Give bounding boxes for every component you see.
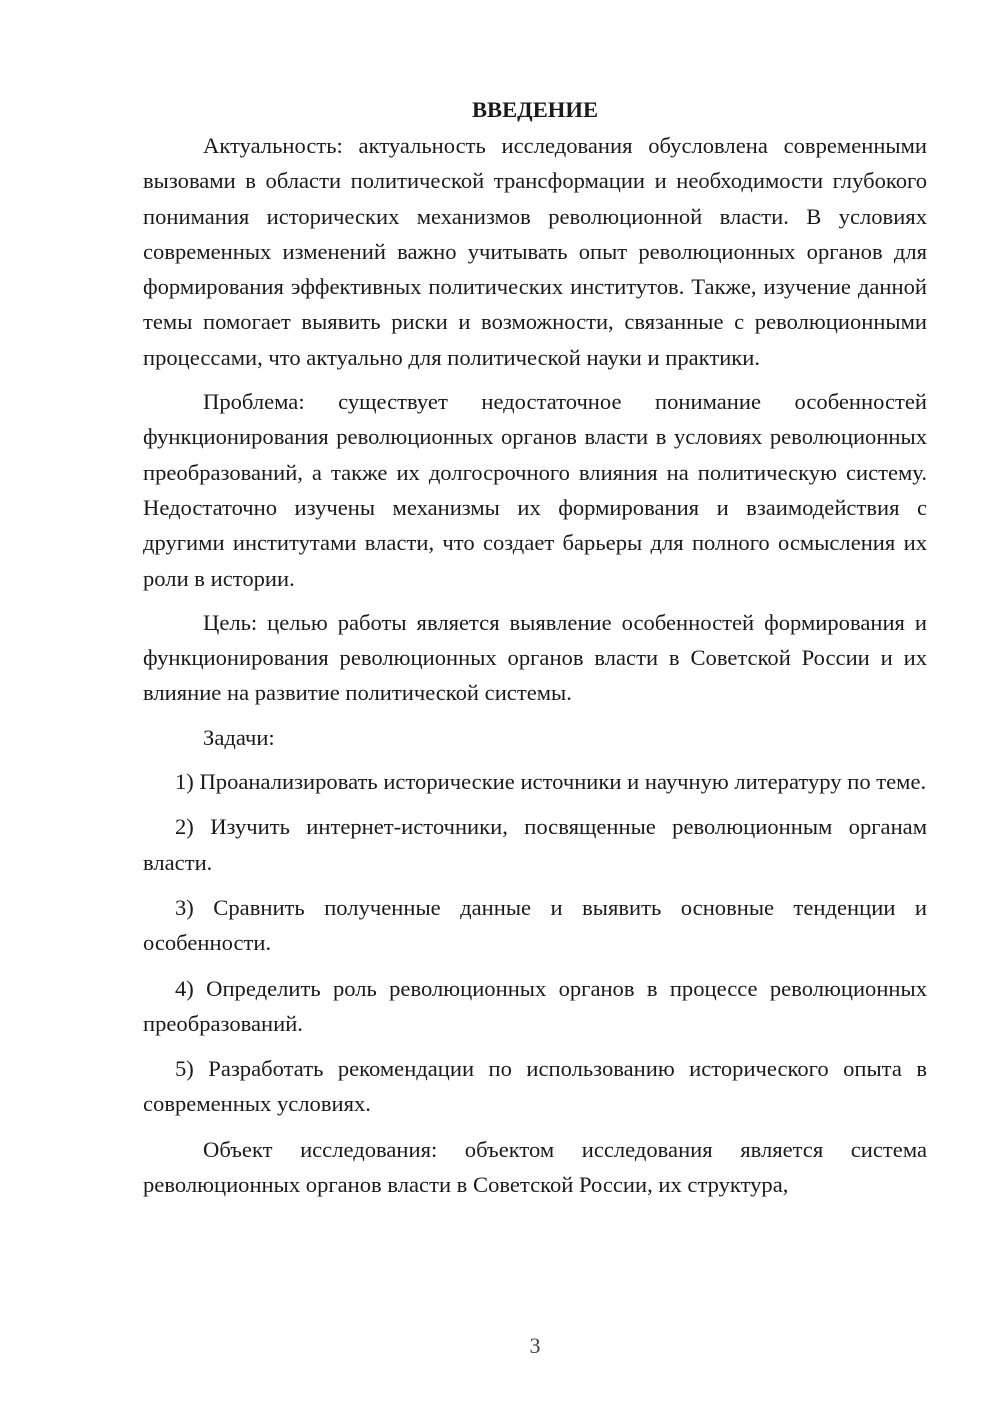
problem-paragraph: Проблема: существует недостаточное понимание особенностей функционирования революционных органов власти в условиях революционных преобразований, а также их долгосрочного влияния на политическую систему. Недостаточно изучены механизмы их формирования и взаимодействия с другими институтами власти, что создает барьеры для полного осмысления их роли в истории. bbox=[143, 389, 927, 591]
tasks-heading: Задачи: bbox=[203, 724, 275, 750]
relevance-paragraph: Актуальность: актуальность исследования обусловлена современными вызовами в области политической трансформации и необходимости глубокого понимания исторических механизмов революционной власти. В условиях современных изменений важно учитывать опыт революционных органов для формирования эффективных политических институтов. Также, изучение данной темы помогает выявить риски и возможности, связанные с революционными процессами, что актуально для политической науки и практики. bbox=[143, 133, 927, 370]
document-page bbox=[143, 92, 927, 1211]
page-number: 3 bbox=[529, 1333, 541, 1358]
section-title: ВВЕДЕНИЕ bbox=[471, 97, 599, 122]
task-item: 5) Разработать рекомендации по использованию исторического опыта в современных условиях. bbox=[143, 1056, 927, 1117]
task-item: 3) Сравнить полученные данные и выявить основные тенденции и особенности. bbox=[143, 894, 927, 956]
task-item: 4) Определить роль революционных органов в процессе революционных преобразований. bbox=[143, 975, 927, 1036]
goal-paragraph: Цель: целью работы является выявление особенностей формирования и функционирования революционных органов власти в Советской России и их влияние на развитие политической системы. bbox=[143, 609, 927, 706]
task-item: 1) Проанализировать исторические источники и научную литературу по теме. bbox=[175, 769, 927, 795]
object-paragraph: Объект исследования: объектом исследования является система революционных органов власти в Советской России, их структура, bbox=[143, 1136, 927, 1198]
task-item: 2) Изучить интернет-источники, посвященные революционным органам власти. bbox=[143, 814, 927, 875]
